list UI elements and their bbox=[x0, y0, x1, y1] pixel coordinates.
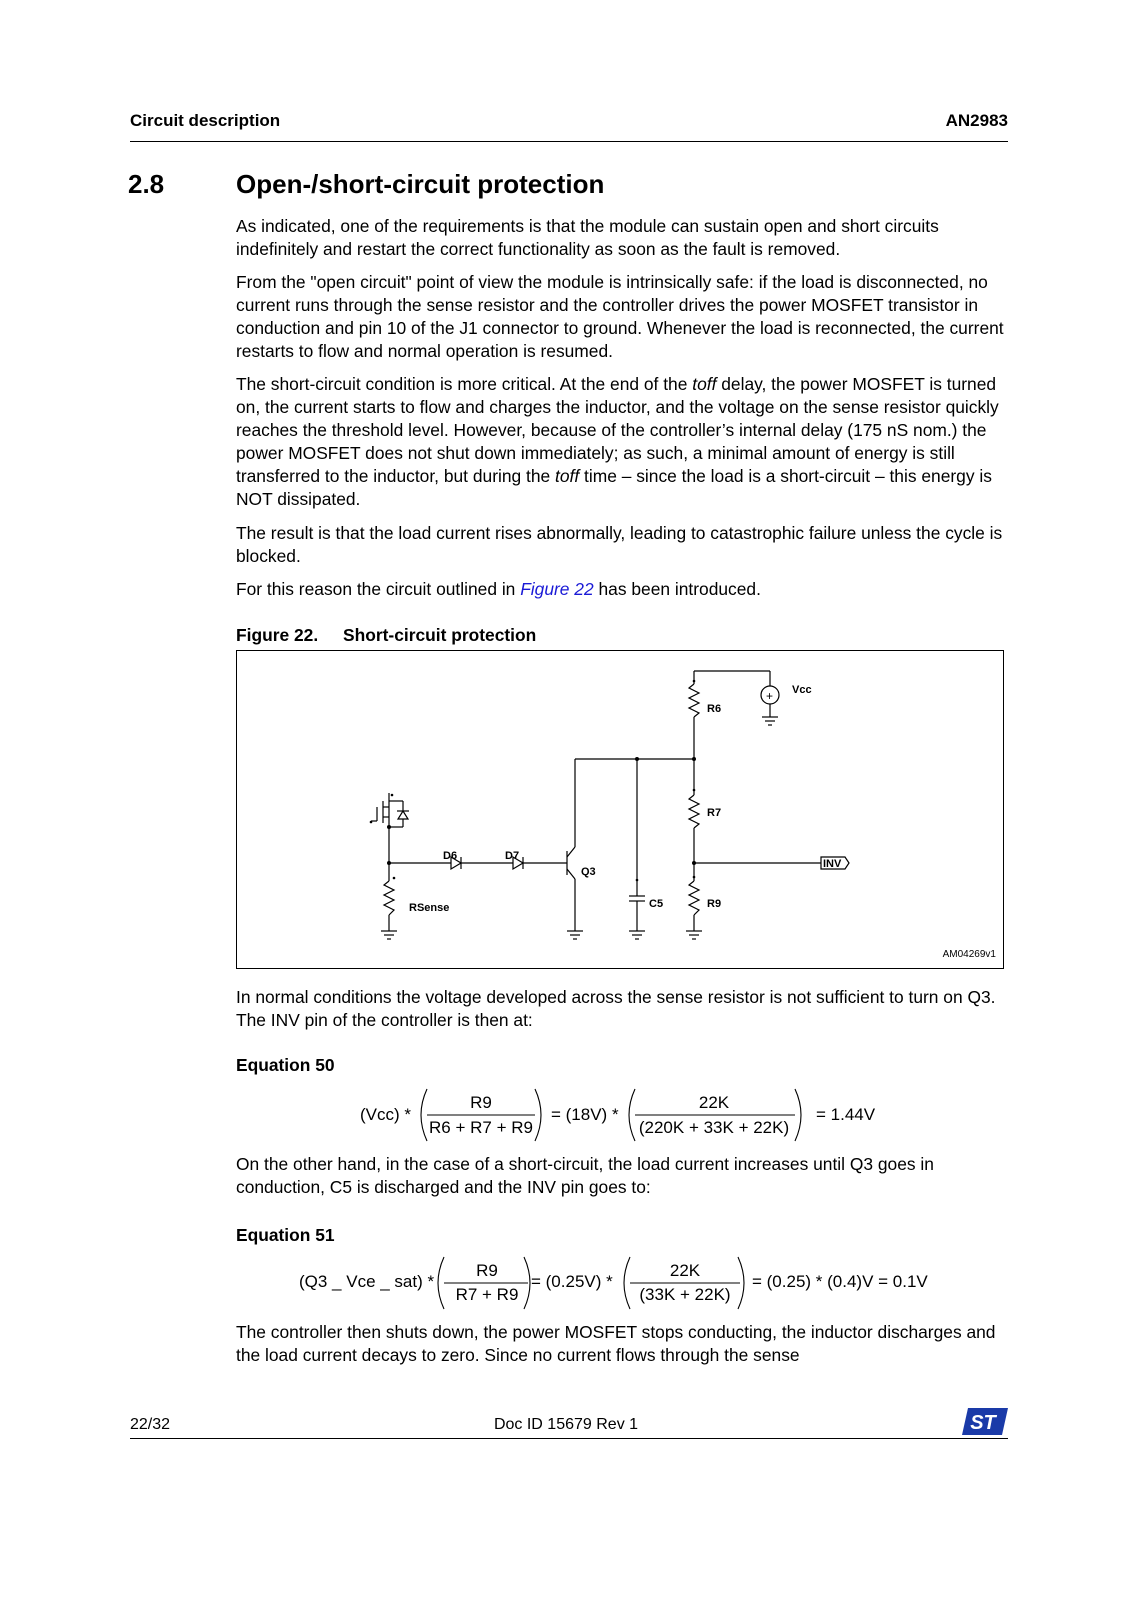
st-logo-text: ST bbox=[970, 1412, 996, 1434]
paragraph-normal-conditions: In normal conditions the voltage developed across the sense resistor is not sufficient to turn on Q3. The INV pin of the controller is then at: bbox=[236, 987, 996, 1030]
r6-resistor bbox=[689, 684, 699, 717]
eq51-numerator-1: R9 bbox=[476, 1261, 498, 1280]
eq51-middle: = (0.25V) * bbox=[531, 1272, 613, 1291]
paragraph-short-circuit-case: On the other hand, in the case of a short-circuit, the load current increases until Q3 goes in conduction, C5 is discharged and the INV pin goes to: bbox=[236, 1154, 934, 1197]
header-doc-number: AN2983 bbox=[945, 111, 1008, 130]
schematic-figure bbox=[236, 650, 1004, 969]
page-number: 22/32 bbox=[130, 1416, 171, 1433]
svg-text:+: + bbox=[766, 689, 774, 703]
paragraph-open-circuit: From the "open circuit" point of view the module is intrinsically safe: if the load is disconnected, no current runs through the sense resistor and the controller drives the power MOSFET transistor in conduction and pin 10 of the J1 connector to ground. Whenever the load is reconnected, the current restarts to flow and normal operation is resumed. bbox=[236, 272, 1004, 361]
toff-term: toff bbox=[555, 466, 580, 486]
eq51-denominator-1: R7 + R9 bbox=[455, 1285, 519, 1304]
eq50-numerator-1: R9 bbox=[470, 1093, 492, 1112]
equation-50-title: Equation 50 bbox=[236, 1055, 335, 1075]
r9-label: R9 bbox=[707, 898, 722, 910]
doc-id: Doc ID 15679 Rev 1 bbox=[493, 1416, 639, 1433]
d7-label: D7 bbox=[505, 850, 520, 862]
r6-label: R6 bbox=[707, 703, 722, 715]
footer-rule bbox=[130, 1438, 1008, 1439]
r7-resistor bbox=[689, 795, 699, 828]
figure-22-link[interactable]: Figure 22 bbox=[520, 579, 594, 599]
equation-51-title: Equation 51 bbox=[236, 1225, 335, 1245]
toff-term: toff bbox=[692, 374, 717, 394]
eq50-middle: = (18V) * bbox=[551, 1105, 619, 1124]
section-number: 2.8 bbox=[128, 169, 165, 199]
equation-50 bbox=[355, 1085, 895, 1143]
paragraph-reason: For this reason the circuit outlined in Figure 22 has been introduced. bbox=[236, 579, 761, 599]
eq51-result: = (0.25) * (0.4)V = 0.1V bbox=[752, 1272, 928, 1291]
st-logo bbox=[962, 1408, 1008, 1435]
r9-resistor bbox=[689, 881, 699, 915]
inv-label: INV bbox=[823, 858, 842, 870]
figure-reference-code: AM04269v1 bbox=[942, 949, 996, 960]
mosfet-transistor bbox=[371, 793, 409, 881]
vcc-label: Vcc bbox=[792, 684, 812, 696]
header-section-label: Circuit description bbox=[130, 111, 281, 130]
paragraph-controller-shutdown: The controller then shuts down, the power MOSFET stops conducting, the inductor discharges and the load current decays to zero. Since no current flows through the sense bbox=[236, 1322, 996, 1365]
paragraph-short-circuit: The short-circuit condition is more critical. At the end of the toff delay, the power MOSFET is turned on, the current starts to flow and charges the inductor, and the voltage on the sense resistor quickly reaches the threshold level. However, because of the controller’s internal delay (175 nS nom.) the power MOSFET does not shut down immediately; as such, a minimal amount of energy is still transferred to the inductor, but during the toff time – since the load is a short-circuit – this energy is NOT dissipated. bbox=[236, 374, 999, 509]
eq50-denominator-2: (220K + 33K + 22K) bbox=[638, 1118, 790, 1137]
eq51-numerator-2: 22K bbox=[669, 1261, 701, 1280]
schematic-diagram bbox=[237, 651, 1003, 968]
paragraph-result: The result is that the load current rises abnormally, leading to catastrophic failure unless the cycle is blocked. bbox=[236, 523, 1003, 566]
section-title: Open-/short-circuit protection bbox=[236, 169, 605, 199]
eq50-numerator-2: 22K bbox=[698, 1093, 730, 1112]
eq51-denominator-2: (33K + 22K) bbox=[639, 1285, 731, 1304]
figure-caption-number: Figure 22. bbox=[236, 625, 319, 645]
q3-label: Q3 bbox=[581, 866, 596, 878]
equation-51 bbox=[296, 1254, 956, 1312]
paragraph-requirements: As indicated, one of the requirements is that the module can sustain open and short circuits indefinitely and restart the correct functionality as soon as the fault is removed. bbox=[236, 216, 939, 259]
rsense-resistor bbox=[384, 881, 394, 915]
eq50-result: = 1.44V bbox=[816, 1105, 876, 1124]
figure-caption-title: Short-circuit protection bbox=[343, 625, 537, 645]
rsense-label: RSense bbox=[409, 902, 450, 914]
eq50-denominator-1: R6 + R7 + R9 bbox=[429, 1118, 533, 1137]
header-rule bbox=[130, 141, 1008, 142]
eq51-lhs: (Q3 _ Vce _ sat) * bbox=[299, 1272, 435, 1291]
c5-label: C5 bbox=[649, 898, 664, 910]
r7-label: R7 bbox=[707, 807, 722, 819]
d6-label: D6 bbox=[443, 850, 458, 862]
eq50-lhs: (Vcc) * bbox=[360, 1105, 411, 1124]
